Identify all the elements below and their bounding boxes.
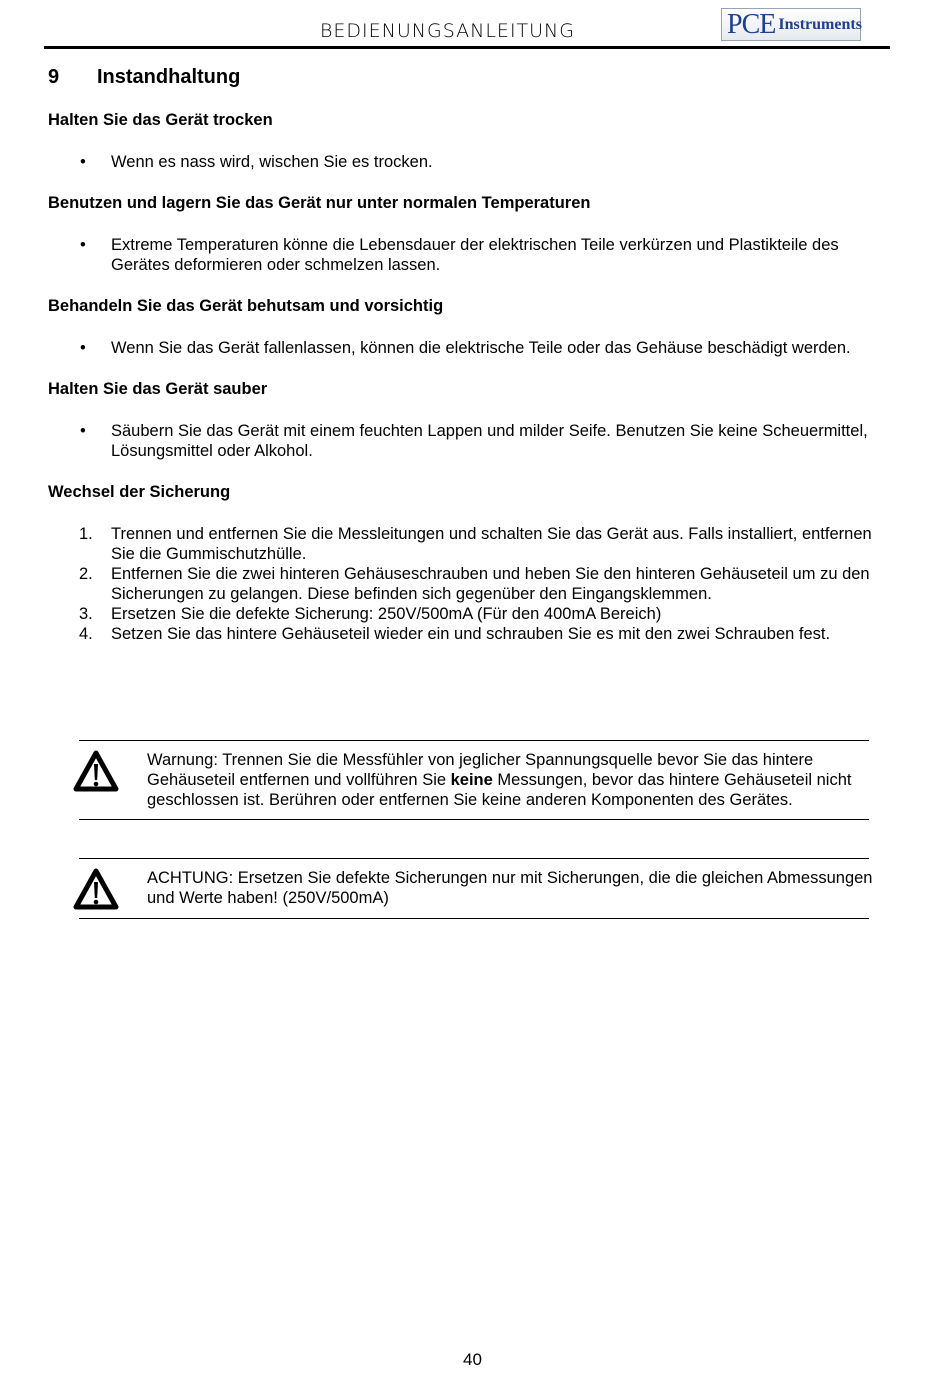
warning-text-part: Messungen, bevor das hintere Gehäuseteil nicht geschlossen ist. Berühren oder entfernen Sie keine anderen Komponenten des Gerätes. — [147, 771, 852, 809]
logo-instruments-text: Instruments — [778, 15, 862, 33]
section-heading — [48, 66, 898, 89]
step-text: Ersetzen Sie die defekte Sicherung: 250V/500mA (Für den 400mA Bereich) — [111, 605, 662, 623]
subheading-dry: Halten Sie das Gerät trocken — [48, 111, 273, 129]
bullet-list — [48, 152, 898, 172]
step-text: Setzen Sie das hintere Gehäuseteil wieder ein und schrauben Sie es mit den zwei Schrauben fest. — [111, 625, 831, 643]
header-divider — [44, 46, 890, 49]
list-item-text: Extreme Temperaturen könne die Lebensdauer der elektrischen Teile verkürzen und Plastikteile des Gerätes deformieren oder schmelzen lassen. — [111, 236, 839, 274]
subheading-temperature: Benutzen und lagern Sie das Gerät nur unter normalen Temperaturen — [48, 194, 591, 212]
caution-notice — [79, 858, 873, 919]
brand-logo — [721, 8, 861, 41]
step-number: 1. — [79, 525, 93, 543]
logo-pce-text: PCE — [727, 8, 776, 40]
bullet-icon: • — [80, 422, 86, 440]
page-number: 40 — [463, 1350, 482, 1369]
warning-triangle-icon — [73, 750, 119, 792]
bullet-list — [48, 421, 898, 461]
bullet-icon: • — [80, 236, 86, 254]
bullet-list — [48, 338, 898, 358]
list-item — [48, 338, 898, 358]
step-text: Entfernen Sie die zwei hinteren Gehäuseschrauben und heben Sie den hinteren Gehäuseteil um zu den Sicherungen zu gelangen. Diese befinden sich gegenüber den Eingangsklemmen. — [111, 565, 870, 603]
list-item — [48, 564, 898, 604]
list-item-text: Wenn Sie das Gerät fallenlassen, können die elektrische Teile oder das Gehäuse beschädigt werden. — [111, 339, 851, 357]
list-item — [48, 235, 898, 275]
list-item — [48, 152, 898, 172]
section-title: Instandhaltung — [97, 66, 241, 88]
step-number: 3. — [79, 605, 93, 623]
warning-emphasis: keine — [450, 771, 493, 789]
caution-text: ACHTUNG: Ersetzen Sie defekte Sicherungen nur mit Sicherungen, die die gleichen Abmessungen und Werte haben! (250V/500mA) — [147, 869, 873, 907]
warning-text-part: Warnung: Trennen Sie die Messfühler von jeglicher Spannungsquelle bevor Sie das hintere Gehäuseteil entfernen und vollführen Sie — [147, 751, 814, 789]
warning-notice — [79, 740, 869, 820]
page-content — [48, 66, 898, 644]
step-number: 2. — [79, 565, 93, 583]
list-item-text: Säubern Sie das Gerät mit einem feuchten Lappen und milder Seife. Benutzen Sie keine Scheuermittel, Lösungsmittel oder Alkohol. — [111, 422, 868, 460]
subheading-fuse: Wechsel der Sicherung — [48, 483, 231, 501]
warning-triangle-icon — [73, 868, 119, 910]
subheading-clean: Halten Sie das Gerät sauber — [48, 380, 268, 398]
list-item — [48, 421, 898, 461]
document-title: BEDIENUNGSANLEITUNG — [319, 20, 575, 42]
step-text: Trennen und entfernen Sie die Messleitungen und schalten Sie das Gerät aus. Falls installiert, entfernen Sie die Gummischutzhülle. — [111, 525, 872, 563]
list-item — [48, 604, 898, 624]
warning-text — [147, 750, 887, 810]
subheading-handling: Behandeln Sie das Gerät behutsam und vorsichtig — [48, 297, 444, 315]
bullet-icon: • — [80, 153, 86, 171]
bullet-icon: • — [80, 339, 86, 357]
bullet-list — [48, 235, 898, 275]
step-number: 4. — [79, 625, 93, 643]
fuse-steps-list — [48, 524, 898, 644]
list-item — [48, 624, 898, 644]
section-number: 9 — [48, 66, 60, 88]
list-item-text: Wenn es nass wird, wischen Sie es trocken. — [111, 153, 433, 171]
list-item — [48, 524, 898, 564]
